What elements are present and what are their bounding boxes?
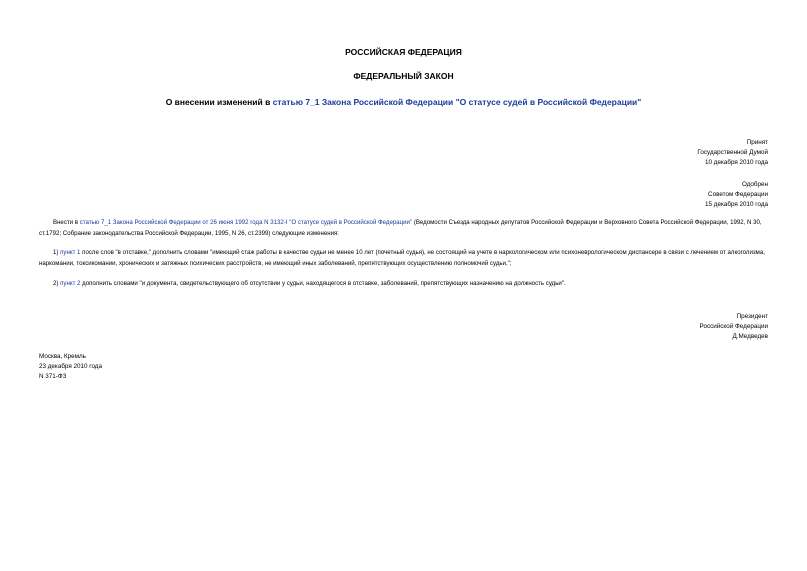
item-2-text: дополнить словами "и документа, свидетельствующего об отсутствии у судьи, находящегося в отставке, заболеваний, препятствующих назначению на должность судьи". (80, 280, 566, 287)
approved-block (705, 180, 768, 210)
country-heading: РОССИЙСКАЯ ФЕДЕРАЦИЯ (345, 47, 462, 57)
intro-post: (Ведомости Съезда народных депутатов Российской Федерации и Верховного Совета Российской Федерации, 1992, N 30, ст.1792; Собрание законодательства Российской Федерации, 1995, N 26, ст.2399) следующие изменения: (39, 219, 762, 237)
signature-title: Президент (736, 313, 768, 320)
doc-type-heading: ФЕДЕРАЛЬНЫЙ ЗАКОН (353, 71, 454, 81)
intro-pre: Внести в (53, 219, 80, 226)
footer-date: 23 декабря 2010 года (39, 363, 102, 370)
signature-name: Д.Медведев (732, 333, 768, 340)
footer-block (39, 352, 102, 382)
signature-country: Российской Федерации (699, 323, 768, 330)
accepted-label: Принят (746, 139, 768, 146)
signature-block (700, 312, 768, 342)
approved-date: 15 декабря 2010 года (705, 201, 768, 208)
item-2-number: 2) (53, 280, 61, 287)
item-2-paragraph (39, 279, 769, 290)
law-title (0, 97, 807, 107)
footer-place: Москва, Кремль (39, 353, 86, 360)
footer-number: N 371-ФЗ (39, 373, 67, 380)
approved-label: Одобрен (741, 181, 768, 188)
accepted-body: Государственной Думой (697, 149, 768, 156)
law-title-link[interactable]: статью 7_1 Закона Российской Федерации "О статусе судей в Российской Федерации" (272, 97, 642, 107)
item-1-text: после слов "в отставке," дополнить словами "имеющий стаж работы в качестве судьи не менее 10 лет (почетный судья), не состоящий на учете в наркологическом или психоневрологическом диспансере в связи с лечением от алкоголизма, наркомании, токсикомании, хронических и затяжных психических расстройств, не имеющий иных заболеваний, препятствующих осуществлению полномочий судьи,"; (39, 249, 765, 267)
intro-article-link[interactable]: статью 7_1 Закона Российской Федерации от 26 июня 1992 года N 3132-I "О статусе судей в Российской Федерации" (79, 219, 413, 226)
law-title-prefix: О внесении изменений в (165, 97, 273, 107)
item-1-link[interactable]: пункт 1 (60, 249, 81, 256)
accepted-date: 10 декабря 2010 года (705, 159, 768, 166)
approved-body: Советом Федерации (708, 191, 768, 198)
item-1-number: 1) (53, 249, 61, 256)
item-2-link[interactable]: пункт 2 (60, 280, 81, 287)
intro-paragraph (39, 218, 769, 239)
accepted-block (697, 138, 768, 168)
item-1-paragraph (39, 248, 769, 269)
